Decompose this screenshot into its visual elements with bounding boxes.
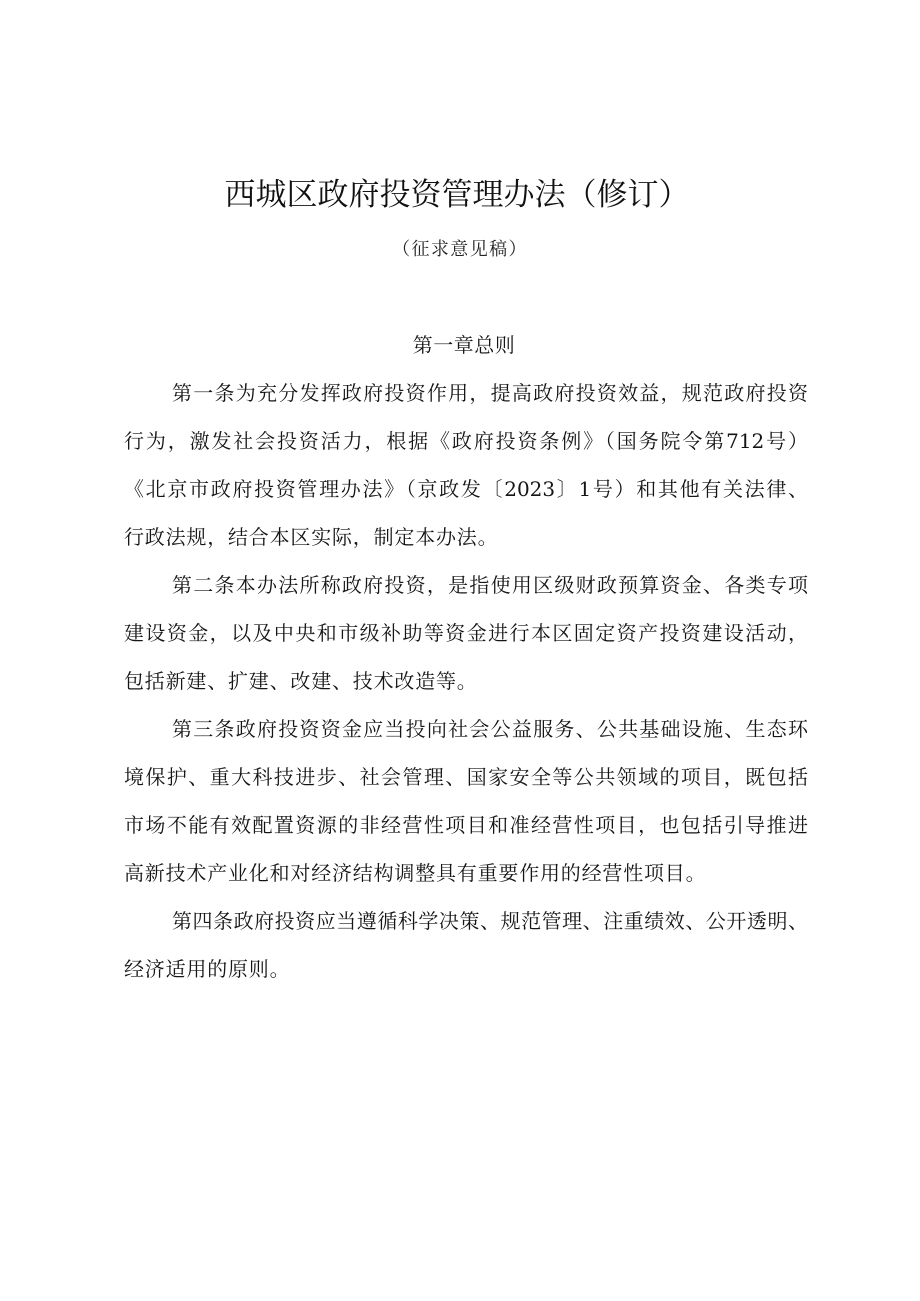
article-paragraph <box>124 897 808 993</box>
page-subtitle: （征求意见稿） <box>392 239 528 260</box>
article-paragraph <box>124 369 808 561</box>
chapter-heading: 第一章总则 <box>412 333 516 357</box>
paragraph-line: 经济适用的原则。 <box>124 957 291 981</box>
paragraph-line: 第四条政府投资应当遵循科学决策、规范管理、注重绩效、公开透明、 <box>172 909 808 933</box>
paragraph-line: 行为，激发社会投资活力，根据《政府投资条例》（国务院令第712号） <box>124 429 808 453</box>
paragraph-line: 高新技术产业化和对经济结构调整具有重要作用的经营性项目。 <box>124 861 707 885</box>
article-paragraph <box>124 705 808 897</box>
paragraph-line: 建设资金，以及中央和市级补助等资金进行本区固定资产投资建设活动， <box>124 621 808 645</box>
page-title: 西城区政府投资管理办法（修订） <box>224 177 690 213</box>
paragraph-line: 境保护、重大科技进步、社会管理、国家安全等公共领域的项目，既包括 <box>124 765 808 789</box>
document-body <box>124 369 808 993</box>
paragraph-line: 行政法规，结合本区实际，制定本办法。 <box>124 525 499 549</box>
paragraph-line: 《北京市政府投资管理办法》（京政发〔2023〕1号）和其他有关法律、 <box>124 477 808 501</box>
paragraph-line: 包括新建、扩建、改建、技术改造等。 <box>124 669 478 693</box>
paragraph-line: 市场不能有效配置资源的非经营性项目和准经营性项目，也包括引导推进 <box>124 813 808 837</box>
paragraph-line: 第三条政府投资资金应当投向社会公益服务、公共基础设施、生态环 <box>172 717 808 741</box>
paragraph-line: 第二条本办法所称政府投资，是指使用区级财政预算资金、各类专项 <box>172 573 808 597</box>
paragraph-line: 第一条为充分发挥政府投资作用，提高政府投资效益，规范政府投资 <box>172 381 808 405</box>
article-paragraph <box>124 561 808 705</box>
